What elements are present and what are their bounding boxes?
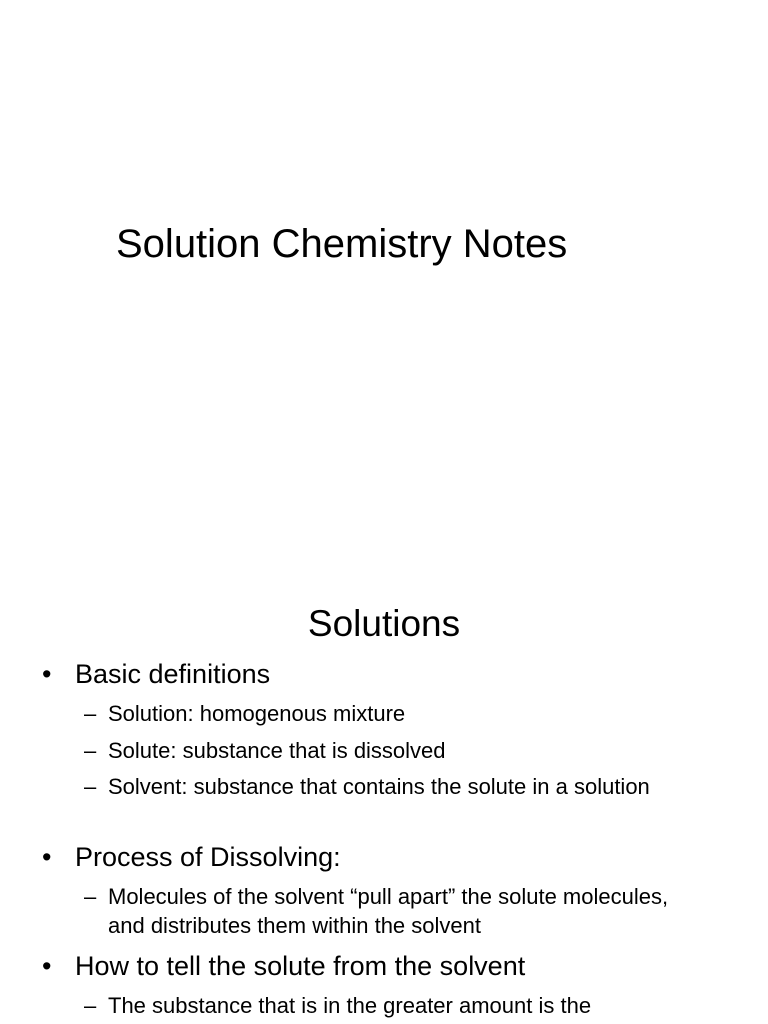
- slide-title: Solution Chemistry Notes: [116, 222, 568, 266]
- bullet-text: How to tell the solute from the solvent: [75, 951, 526, 981]
- sub-bullet-text: Solute: substance that is dissolved: [108, 738, 446, 763]
- bullet-marker: •: [42, 951, 52, 981]
- sub-bullet-text: Solvent: substance that contains the solute in a solution: [108, 774, 650, 799]
- content-slide: [0, 576, 768, 1024]
- dash-marker: –: [84, 701, 97, 726]
- sub-bullet-item: [84, 772, 744, 801]
- sub-bullet-text: The substance that is in the greater amount is the: [108, 993, 592, 1018]
- dash-marker: –: [84, 774, 97, 799]
- bullet-text: Basic definitions: [75, 659, 271, 689]
- sub-bullet-item: [84, 882, 744, 940]
- sub-bullet-text: Solution: homogenous mixture: [108, 701, 406, 726]
- sub-bullet-item: [84, 736, 744, 765]
- bullet-marker: •: [42, 659, 52, 689]
- dash-marker: –: [84, 884, 97, 909]
- sub-bullet-item: [84, 991, 744, 1020]
- dash-marker: –: [84, 993, 97, 1018]
- dash-marker: –: [84, 738, 97, 763]
- slide-heading: Solutions: [307, 603, 461, 644]
- bullet-marker: •: [42, 842, 52, 872]
- sub-bullet-text: Molecules of the solvent “pull apart” the solute molecules, and distributes them within the solvent: [108, 884, 669, 938]
- bullet-text: Process of Dissolving:: [75, 842, 341, 872]
- sub-bullet-item: [84, 699, 744, 728]
